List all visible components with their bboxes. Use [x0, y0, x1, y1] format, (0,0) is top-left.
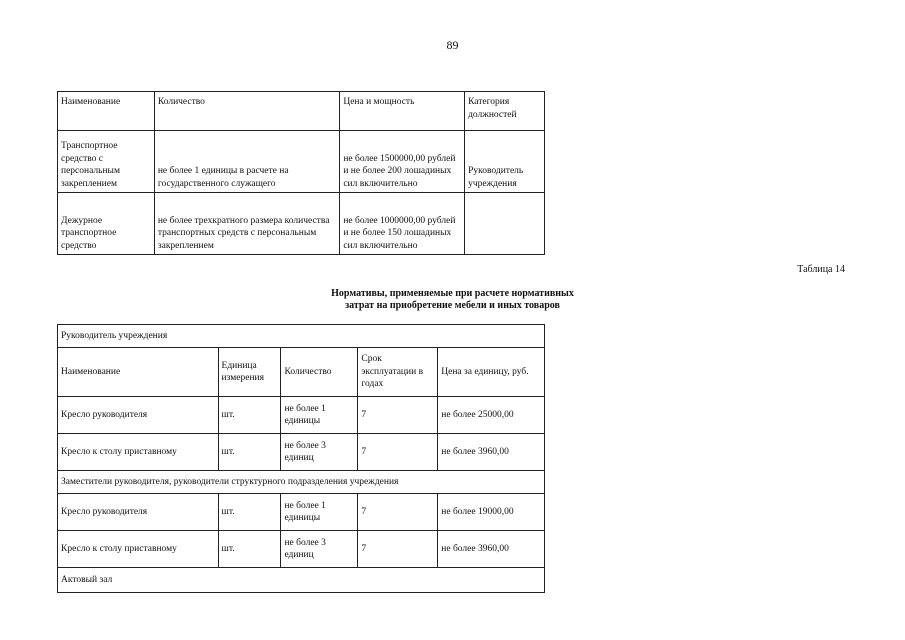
table-cell: шт. — [218, 397, 281, 434]
header-cell: Цена и мощность — [340, 92, 465, 131]
table-cell: шт. — [218, 434, 281, 471]
table-row — [58, 494, 545, 531]
table-cell: не более 3960,00 — [438, 531, 545, 568]
section-row — [58, 471, 545, 494]
table-cell: не более 3 единиц — [281, 434, 358, 471]
header-cell: Количество — [154, 92, 340, 131]
table-cell: не более 1500000,00 рублей и не более 200 лошадиных сил включительно — [340, 131, 465, 193]
header-cell: Цена за единицу, руб. — [438, 348, 545, 397]
table-cell: 7 — [358, 397, 438, 434]
table-cell: Кресло руководителя — [58, 397, 219, 434]
section-title: Руководитель учреждения — [58, 325, 545, 348]
table-cell: не более 3960,00 — [438, 434, 545, 471]
table-cell: не более 1 единицы в расчете на государственного служащего — [154, 131, 340, 193]
header-cell: Единица измерения — [218, 348, 281, 397]
section-title: Актовый зал — [58, 568, 545, 593]
table-cell: 7 — [358, 494, 438, 531]
header-cell: Наименование — [58, 92, 155, 131]
table-row — [58, 531, 545, 568]
table-header-row — [58, 92, 545, 131]
section-row — [58, 568, 545, 593]
table-cell: не более 3 единиц — [281, 531, 358, 568]
table-row — [58, 131, 545, 193]
table-title-line: затрат на приобретение мебели и иных товаров — [345, 300, 560, 311]
table-cell: не более трехкратного размера количества транспортных средств с персональным закреплением — [154, 193, 340, 255]
header-cell: Срок эксплуатации в годах — [358, 348, 438, 397]
table-cell: Дежурное транспортное средство — [58, 193, 155, 255]
table-cell: Транспортное средство с персональным закреплением — [58, 131, 155, 193]
table-cell: Руководитель учреждения — [465, 131, 545, 193]
table-cell: не более 19000,00 — [438, 494, 545, 531]
table-row — [58, 397, 545, 434]
table-cell: не более 25000,00 — [438, 397, 545, 434]
table-label: Таблица 14 — [797, 264, 845, 275]
transport-table — [57, 91, 545, 255]
section-row — [58, 325, 545, 348]
table-title — [0, 288, 905, 312]
page-number: 89 — [446, 38, 459, 52]
table-cell: 7 — [358, 531, 438, 568]
table-title-line: Нормативы, применяемые при расчете нормативных — [331, 288, 574, 299]
header-cell: Категория должностей — [465, 92, 545, 131]
table-cell: Кресло к столу приставному — [58, 531, 219, 568]
table-cell: не более 1000000,00 рублей и не более 150 лошадиных сил включительно — [340, 193, 465, 255]
table-cell: не более 1 единицы — [281, 494, 358, 531]
furniture-table — [57, 324, 545, 593]
table-cell: не более 1 единицы — [281, 397, 358, 434]
table-cell: Кресло руководителя — [58, 494, 219, 531]
table-header-row — [58, 348, 545, 397]
header-cell: Количество — [281, 348, 358, 397]
table-row — [58, 434, 545, 471]
section-title: Заместители руководителя, руководители структурного подразделения учреждения — [58, 471, 545, 494]
table-cell — [465, 193, 545, 255]
table-cell: 7 — [358, 434, 438, 471]
table-cell: Кресло к столу приставному — [58, 434, 219, 471]
table-cell: шт. — [218, 531, 281, 568]
header-cell: Наименование — [58, 348, 219, 397]
table-row — [58, 193, 545, 255]
table-cell: шт. — [218, 494, 281, 531]
